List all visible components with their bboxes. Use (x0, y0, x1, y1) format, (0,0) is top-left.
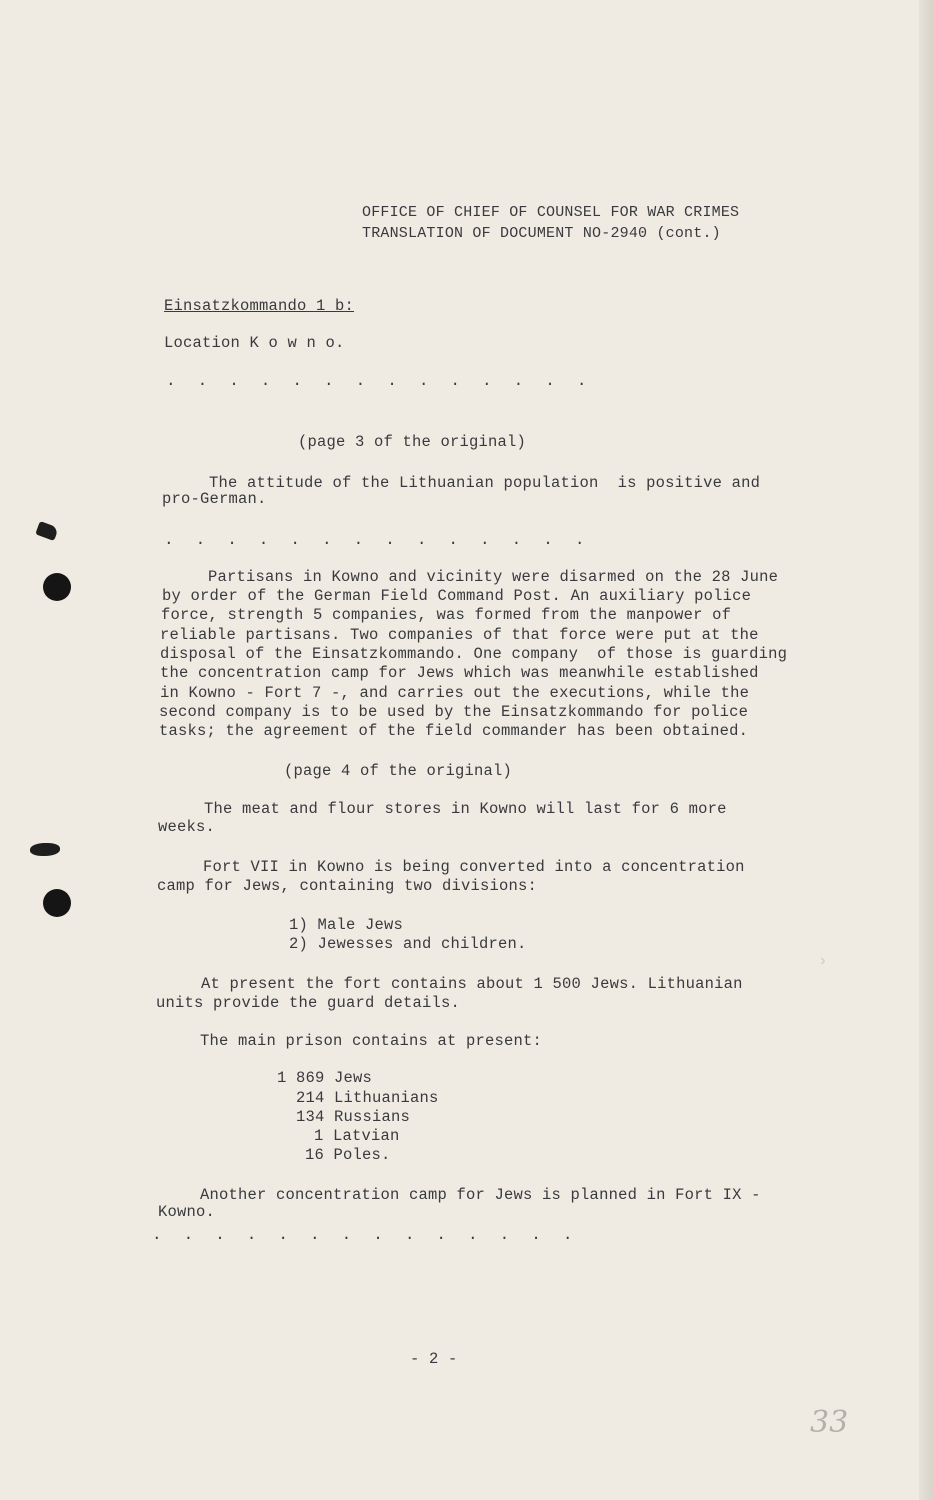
division-2: 2) Jewesses and children. (289, 935, 527, 953)
binding-mark-2 (30, 843, 60, 856)
prison-russians: 134 Russians (296, 1108, 411, 1126)
page-3-marker: (page 3 of the original) (298, 433, 527, 451)
binding-mark-1 (35, 521, 59, 541)
page-edge (919, 0, 933, 1500)
para2-line3: force, strength 5 companies, was formed from the manpower of (161, 606, 732, 624)
ellipsis-1: . . . . . . . . . . . . . . (166, 372, 593, 390)
para2-line1: Partisans in Kowno and vicinity were disarmed on the 28 June (208, 568, 779, 586)
prison-latvian: 1 Latvian (314, 1127, 400, 1145)
para7-line1: Another concentration camp for Jews is planned in Fort IX - (200, 1186, 761, 1204)
para6: The main prison contains at present: (200, 1032, 543, 1050)
para3-line2: weeks. (158, 818, 216, 836)
para4-line2: camp for Jews, containing two divisions: (157, 877, 538, 895)
prison-jews: 1 869 Jews (277, 1069, 373, 1087)
para3-line1: The meat and flour stores in Kowno will last for 6 more (204, 800, 727, 818)
page-number: - 2 - (410, 1350, 458, 1368)
punch-hole-2 (43, 889, 71, 917)
para1-line1: The attitude of the Lithuanian population is positive and (209, 474, 761, 492)
para2-line4: reliable partisans. Two companies of that force were put at the (160, 626, 759, 644)
ellipsis-2: . . . . . . . . . . . . . . (164, 531, 591, 549)
para2-line7: in Kowno - Fort 7 -, and carries out the executions, while the (160, 684, 750, 702)
prison-lithuanians: 214 Lithuanians (296, 1089, 439, 1107)
ellipsis-3: . . . . . . . . . . . . . . (152, 1226, 579, 1244)
header-office: OFFICE OF CHIEF OF COUNSEL FOR WAR CRIMES (362, 204, 740, 221)
section-heading: Einsatzkommando 1 b: (164, 297, 355, 315)
prison-poles: 16 Poles. (305, 1146, 391, 1164)
para2-line8: second company is to be used by the Einsatzkommando for police (159, 703, 749, 721)
para5-line2: units provide the guard details. (156, 994, 461, 1012)
punch-hole-1 (43, 573, 71, 601)
para5-line1: At present the fort contains about 1 500 Jews. Lithuanian (201, 975, 743, 993)
header-translation: TRANSLATION OF DOCUMENT NO-2940 (cont.) (362, 225, 721, 242)
para2-line6: the concentration camp for Jews which was meanwhile established (160, 664, 759, 682)
para2-line5: disposal of the Einsatzkommando. One company of those is guarding (160, 645, 788, 663)
faint-chevron-mark: › (818, 952, 828, 970)
para7-line2: Kowno. (158, 1203, 216, 1221)
para4-line1: Fort VII in Kowno is being converted into a concentration (203, 858, 745, 876)
division-1: 1) Male Jews (289, 916, 404, 934)
para2-line9: tasks; the agreement of the field commander has been obtained. (159, 722, 749, 740)
para1-line2: pro-German. (162, 490, 267, 508)
handwritten-page-number: 33 (810, 1405, 849, 1440)
page-4-marker: (page 4 of the original) (284, 762, 513, 780)
location-line: Location K o w n o. (164, 334, 345, 352)
para2-line2: by order of the German Field Command Post. An auxiliary police (162, 587, 752, 605)
